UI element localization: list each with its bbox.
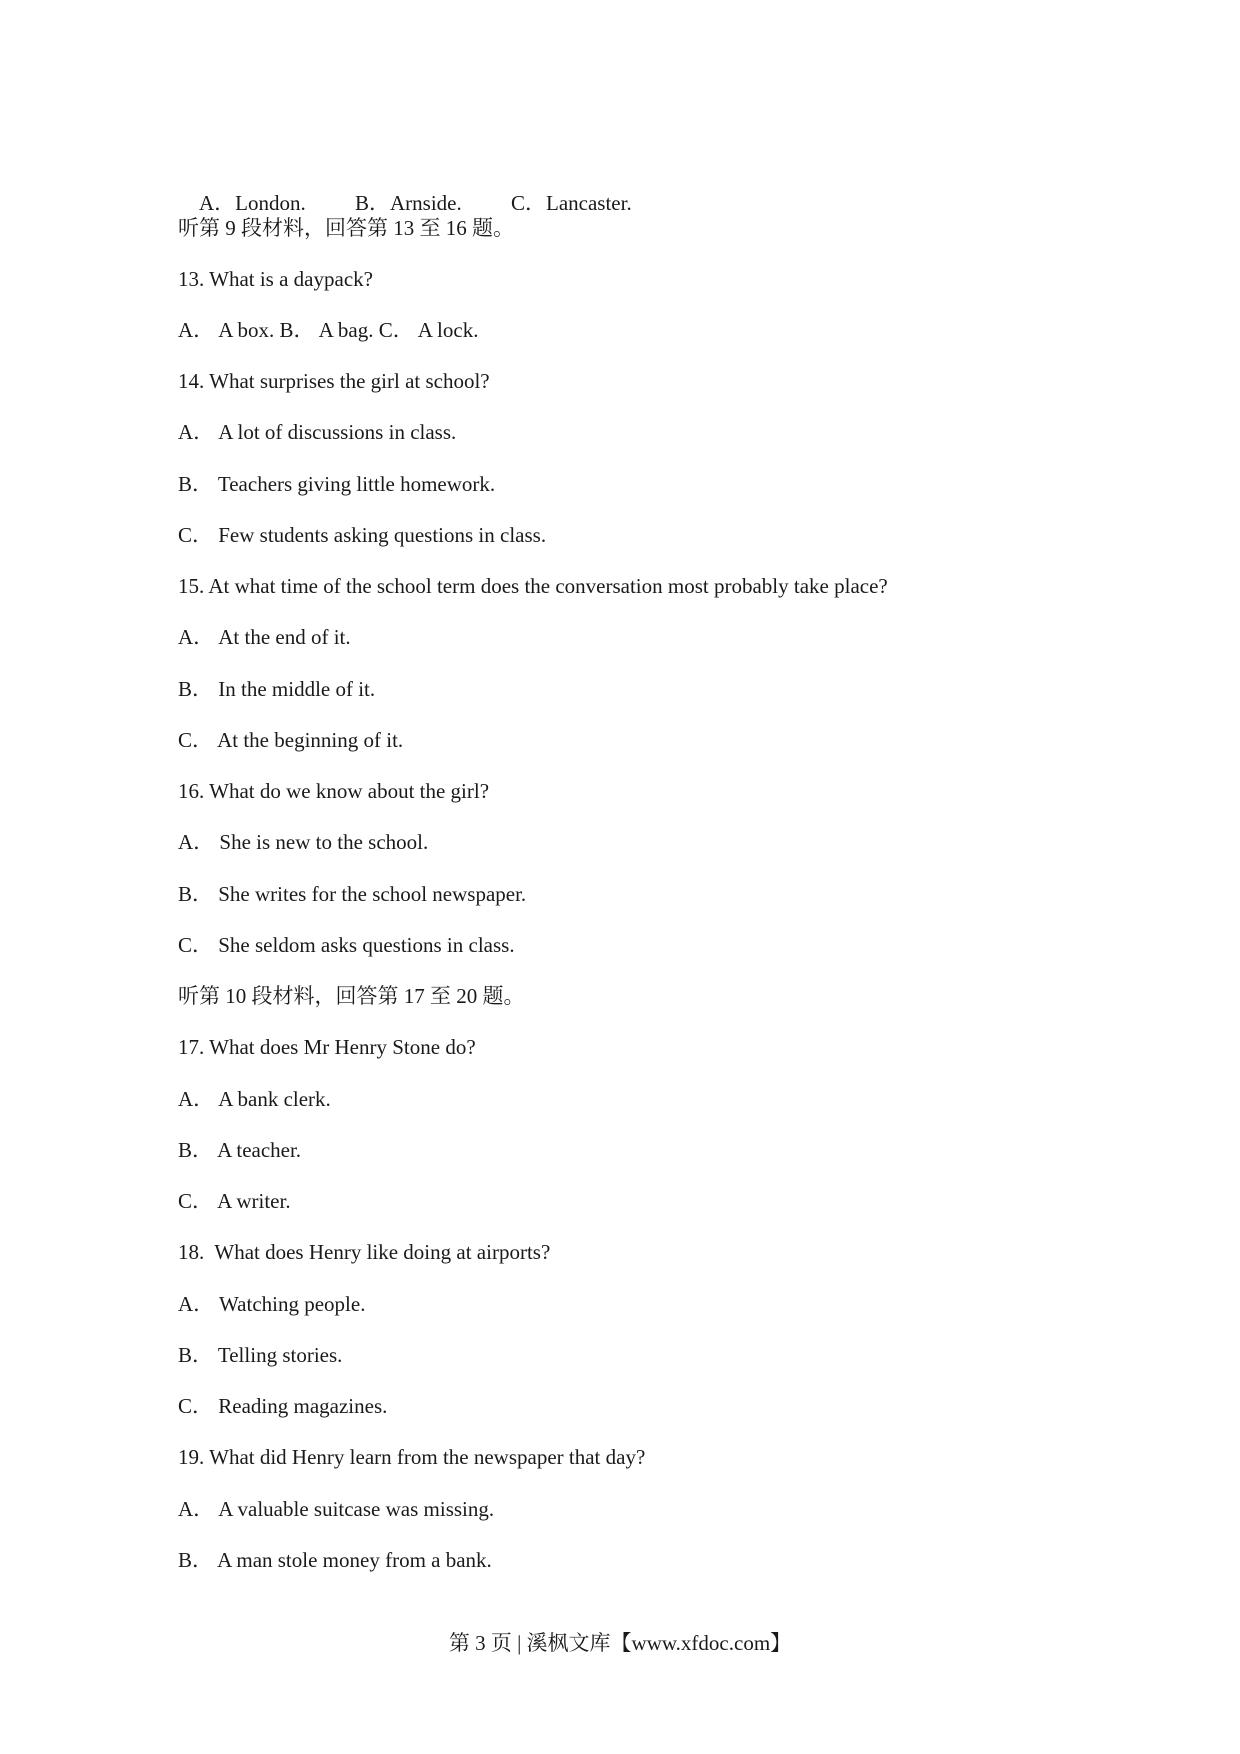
option-17-c: C． A writer.: [178, 1189, 291, 1213]
question-18: 18. What does Henry like doing at airports?: [178, 1240, 551, 1264]
question-16: 16. What do we know about the girl?: [178, 779, 490, 803]
option-16-c: C． She seldom asks questions in class.: [178, 933, 515, 957]
question-14: 14. What surprises the girl at school?: [178, 369, 490, 393]
question-19: 19. What did Henry learn from the newspaper that day?: [178, 1445, 646, 1469]
option-14-b: B． Teachers giving little homework.: [178, 472, 496, 496]
page-footer: 第 3 页 | 溪枫文库【www.xfdoc.com】: [448, 1631, 792, 1655]
question-15: 15. At what time of the school term does the conversation most probably take place?: [178, 574, 888, 598]
option-16-b: B． She writes for the school newspaper.: [178, 882, 527, 906]
option-14-a: A． A lot of discussions in class.: [178, 420, 457, 444]
option-15-b: B． In the middle of it.: [178, 677, 376, 701]
options-13: A． A box. B． A bag. C． A lock.: [178, 318, 479, 342]
option-14-c: C． Few students asking questions in class.: [178, 523, 547, 547]
option-c: C．Lancaster.: [511, 191, 632, 215]
option-17-b: B． A teacher.: [178, 1138, 302, 1162]
section-heading-10: 听第 10 段材料，回答第 17 至 20 题。: [178, 984, 525, 1008]
section-heading-9: 听第 9 段材料，回答第 13 至 16 题。: [178, 216, 514, 240]
option-18-b: B． Telling stories.: [178, 1343, 343, 1367]
question-17: 17. What does Mr Henry Stone do?: [178, 1035, 476, 1059]
option-15-c: C． At the beginning of it.: [178, 728, 404, 752]
option-15-a: A． At the end of it.: [178, 625, 351, 649]
option-16-a: A． She is new to the school.: [178, 830, 429, 854]
option-18-a: A． Watching people.: [178, 1292, 366, 1316]
option-19-b: B． A man stole money from a bank.: [178, 1548, 492, 1572]
option-b: B．Arnside.: [355, 191, 462, 215]
question-13: 13. What is a daypack?: [178, 267, 373, 291]
option-17-a: A． A bank clerk.: [178, 1087, 331, 1111]
option-a: A．London.: [199, 191, 306, 215]
option-18-c: C． Reading magazines.: [178, 1394, 388, 1418]
option-19-a: A． A valuable suitcase was missing.: [178, 1497, 495, 1521]
